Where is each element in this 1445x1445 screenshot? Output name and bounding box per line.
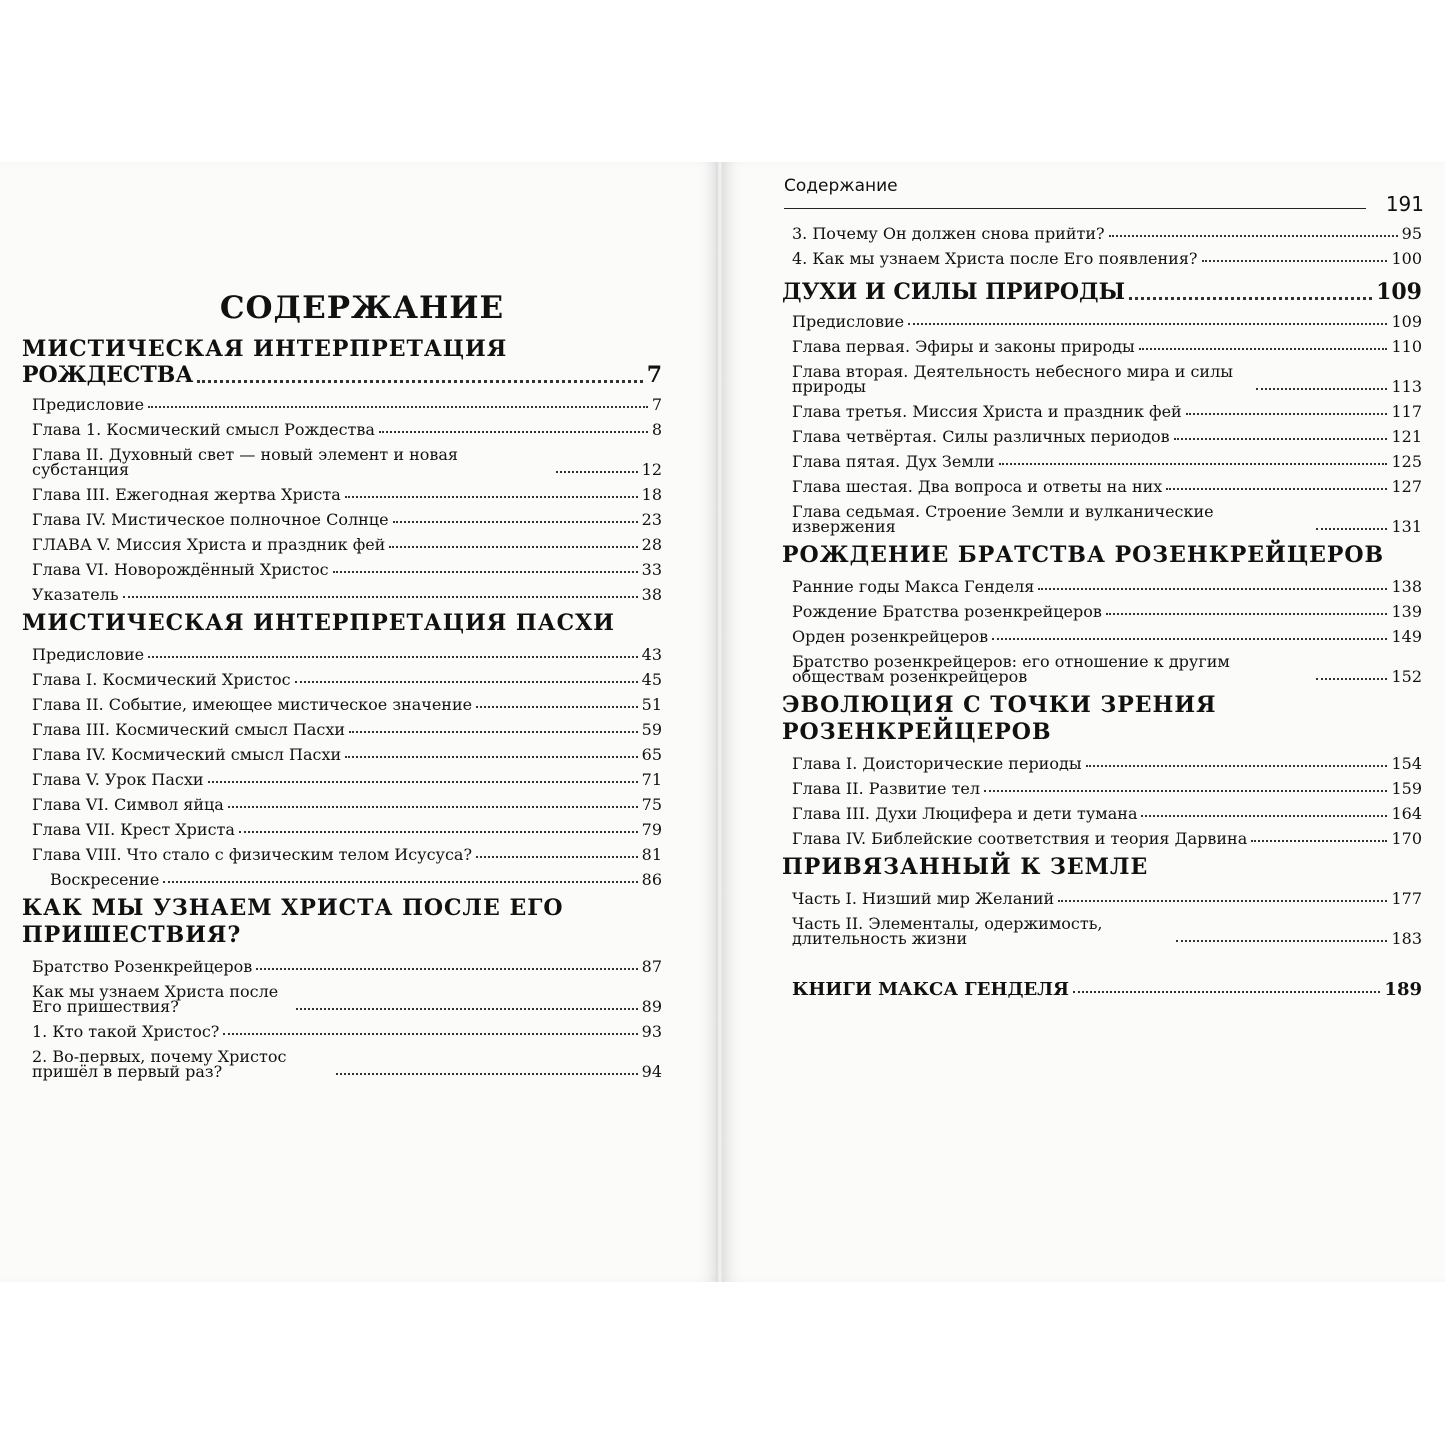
page-number: 43	[641, 645, 662, 664]
toc-entry	[22, 1039, 662, 1079]
toc-entry	[22, 949, 662, 974]
leader-dots	[984, 790, 1387, 792]
leader-dots	[1038, 588, 1387, 590]
leader-dots	[908, 323, 1387, 325]
toc-entry	[782, 469, 1422, 494]
leader-dots	[296, 1008, 638, 1010]
entry-text: Глава I. Доисторические периоды	[792, 754, 1082, 773]
toc-entry	[782, 821, 1422, 846]
entry-text: Глава III. Ежегодная жертва Христа	[32, 485, 341, 504]
toc-entry	[782, 419, 1422, 444]
toc-section-books	[782, 972, 1422, 1000]
page-number: 177	[1391, 889, 1422, 908]
page-number: 109	[1376, 279, 1422, 305]
entry-text: Глава II. Развитие тел	[792, 779, 980, 798]
section-title: ЭВОЛЮЦИЯ С ТОЧКИ ЗРЕНИЯ	[782, 692, 1217, 718]
leader-dots	[1086, 765, 1388, 767]
leader-dots	[476, 856, 638, 858]
toc-entry	[782, 494, 1422, 534]
entry-text: Предисловие	[32, 645, 145, 664]
entry-text: Глава шестая. Два вопроса и ответы на них	[792, 477, 1163, 496]
page-number: 138	[1391, 577, 1422, 596]
leader-dots	[1176, 940, 1387, 942]
section-title: РОЖДЕНИЕ БРАТСТВА РОЗЕНКРЕЙЦЕРОВ	[782, 542, 1385, 568]
entry-text: Глава III. Духи Люцифера и дети тумана	[792, 804, 1138, 823]
leader-dots	[208, 781, 638, 783]
toc-section-earthbound	[782, 854, 1422, 946]
section-title: МИСТИЧЕСКАЯ ИНТЕРПРЕТАЦИЯ ПАСХИ	[22, 610, 615, 636]
page-number: 109	[1391, 312, 1422, 331]
leader-dots	[1316, 528, 1387, 530]
entry-text: Глава VI. Новорождённый Христос	[32, 560, 329, 579]
page-number: 117	[1391, 402, 1422, 421]
leader-dots	[1073, 991, 1380, 993]
section-title-entry	[782, 280, 1422, 304]
toc-entry	[782, 644, 1422, 684]
leader-dots	[1141, 815, 1387, 817]
right-toc	[782, 216, 1422, 1000]
leader-dots	[239, 831, 638, 833]
entry-text: Указатель	[32, 585, 119, 604]
leader-dots	[1139, 348, 1388, 350]
toc-section-christmas	[22, 336, 662, 602]
page-number: 131	[1391, 517, 1422, 536]
leader-dots	[1058, 900, 1387, 902]
leader-dots	[1106, 613, 1388, 615]
leader-dots	[197, 380, 642, 383]
toc-entry	[22, 387, 662, 412]
page-number: 7	[651, 395, 662, 414]
leader-dots	[333, 571, 638, 573]
entry-text: Глава V. Урок Пасхи	[32, 770, 204, 789]
entry-text: Часть II. Элементалы, одержимость, длительность жизни	[792, 914, 1103, 948]
toc-entry	[782, 771, 1422, 796]
toc-entry	[782, 569, 1422, 594]
leader-dots	[556, 471, 638, 473]
entry-text: Глава четвёртая. Силы различных периодов	[792, 427, 1170, 446]
toc-entry	[22, 1014, 662, 1039]
leader-dots	[345, 756, 637, 758]
page-number: 12	[641, 460, 662, 479]
section-title: МИСТИЧЕСКАЯ ИНТЕРПРЕТАЦИЯ	[22, 336, 508, 362]
entry-text: 3. Почему Он должен снова прийти?	[792, 224, 1105, 243]
leader-dots	[295, 681, 638, 683]
page-number: 100	[1391, 249, 1422, 268]
page-number: 75	[641, 795, 662, 814]
toc-entry	[22, 737, 662, 762]
toc-entry	[782, 972, 1422, 1000]
toc-entry	[22, 577, 662, 602]
entry-text: Как мы узнаем Христа после Его пришествия?	[32, 982, 279, 1016]
header-rule	[784, 208, 1366, 209]
toc-entry	[782, 216, 1422, 241]
toc-entry	[22, 437, 662, 477]
page-number: 189	[1384, 979, 1422, 1000]
entry-text: Глава I. Космический Христос	[32, 670, 291, 689]
leader-dots	[379, 431, 648, 433]
leader-dots	[1251, 840, 1387, 842]
toc-entry	[782, 619, 1422, 644]
toc-entry	[22, 787, 662, 812]
page-number: 65	[641, 745, 662, 764]
page-number: 7	[646, 362, 662, 388]
toc-entry	[22, 637, 662, 662]
section-title-line: РОЗЕНКРЕЙЦЕРОВ	[782, 719, 1052, 745]
page-number: 149	[1391, 627, 1422, 646]
leader-dots	[1256, 388, 1387, 390]
running-head-title: Содержание	[784, 176, 898, 196]
entry-text: 1. Кто такой Христос?	[32, 1022, 220, 1041]
toc-entry	[782, 329, 1422, 354]
leader-dots	[992, 638, 1387, 640]
entry-text: Глава III. Космический смысл Пасхи	[32, 720, 346, 739]
section-title: КАК МЫ УЗНАЕМ ХРИСТА ПОСЛЕ ЕГО	[22, 895, 564, 921]
page-number: 89	[641, 997, 662, 1016]
page-number: 79	[641, 820, 662, 839]
toc-entry	[22, 412, 662, 437]
leader-dots	[256, 968, 637, 970]
entry-text: Рождение Братства розенкрейцеров	[792, 602, 1102, 621]
entry-text: Глава VIII. Что стало с физическим телом Исусуса?	[32, 845, 473, 864]
toc-entry	[22, 527, 662, 552]
toc-entry	[22, 837, 662, 862]
leader-dots	[476, 706, 638, 708]
toc-entry	[22, 502, 662, 527]
toc-section-evolution	[782, 692, 1422, 846]
entry-text: Глава II. Духовный свет — новый элемент и новая субстанция	[32, 445, 459, 479]
page-number: 95	[1401, 224, 1422, 243]
page-number: 152	[1391, 667, 1422, 686]
page-number: 113	[1391, 377, 1422, 396]
entry-text: Глава VII. Крест Христа	[32, 820, 235, 839]
toc-entry	[782, 241, 1422, 266]
entry-text: Ранние годы Макса Генделя	[792, 577, 1035, 596]
entry-text: Предисловие	[32, 395, 145, 414]
entry-text: Глава вторая. Деятельность небесного мира и силы природы	[792, 362, 1233, 396]
page-number: 51	[641, 695, 662, 714]
toc-section-rosicrucian-birth	[782, 542, 1422, 684]
toc-entry	[22, 552, 662, 577]
entry-text: Глава 1. Космический смысл Рождества	[32, 420, 375, 439]
leader-dots	[345, 496, 638, 498]
leader-dots	[1174, 438, 1388, 440]
toc-entry	[782, 444, 1422, 469]
page-number: 183	[1391, 929, 1422, 948]
leader-dots	[1186, 413, 1388, 415]
entry-text: Часть I. Низший мир Желаний	[792, 889, 1055, 908]
leader-dots	[163, 881, 637, 883]
page-number: 81	[641, 845, 662, 864]
toc-entry	[782, 354, 1422, 394]
toc-section-nature-spirits	[782, 280, 1422, 534]
entry-text: Глава VI. Символ яйца	[32, 795, 224, 814]
leader-dots	[1166, 488, 1387, 490]
leader-dots	[123, 596, 638, 598]
toc-entry	[782, 906, 1422, 946]
leader-dots	[389, 546, 637, 548]
section-title-entry	[22, 363, 662, 387]
section-title: ПРИВЯЗАННЫЙ К ЗЕМЛЕ	[782, 854, 1149, 880]
leader-dots	[336, 1073, 638, 1075]
page-number: 170	[1391, 829, 1422, 848]
leader-dots	[1202, 260, 1388, 262]
entry-text: ГЛАВА V. Миссия Христа и праздник фей	[32, 535, 386, 554]
toc-section-easter	[22, 610, 662, 887]
page-number: 87	[641, 957, 662, 976]
page-number: 33	[641, 560, 662, 579]
toc-entry	[782, 881, 1422, 906]
toc-entry	[22, 662, 662, 687]
entry-text: Глава IV. Библейские соответствия и теория Дарвина	[792, 829, 1248, 848]
leader-dots	[1129, 297, 1372, 300]
page-number: 38	[641, 585, 662, 604]
page-number: 139	[1391, 602, 1422, 621]
toc-entry	[782, 796, 1422, 821]
toc-entry	[782, 394, 1422, 419]
page-number-header: 191	[1385, 192, 1424, 216]
leader-dots	[999, 463, 1388, 465]
entry-text: Глава II. Событие, имеющее мистическое значение	[32, 695, 473, 714]
toc-entry	[22, 862, 662, 887]
entry-text: 2. Во-первых, почему Христос пришёл в первый раз?	[32, 1047, 287, 1081]
page-number: 125	[1391, 452, 1422, 471]
leader-dots	[228, 806, 638, 808]
page-number: 159	[1391, 779, 1422, 798]
page-number: 121	[1391, 427, 1422, 446]
leader-dots	[1316, 678, 1387, 680]
page-number: 94	[641, 1062, 662, 1081]
toc-entry	[22, 812, 662, 837]
toc-entry	[22, 762, 662, 787]
page-number: 45	[641, 670, 662, 689]
page-number: 164	[1391, 804, 1422, 823]
toc-entry	[22, 712, 662, 737]
page-number: 127	[1391, 477, 1422, 496]
section-title-line: ПРИШЕСТВИЯ?	[22, 922, 242, 948]
leader-dots	[393, 521, 638, 523]
page-number: 93	[641, 1022, 662, 1041]
running-header	[784, 172, 1424, 216]
entry-text: Глава пятая. Дух Земли	[792, 452, 995, 471]
toc-entry	[782, 594, 1422, 619]
left-toc	[22, 290, 662, 1079]
page-title: СОДЕРЖАНИЕ	[219, 290, 505, 326]
leader-dots	[1109, 235, 1398, 237]
section-title-line: РОЖДЕСТВА	[22, 362, 194, 388]
leader-dots	[148, 656, 638, 658]
entry-text: Воскресение	[50, 870, 160, 889]
page-number: 110	[1391, 337, 1422, 356]
page-number: 23	[641, 510, 662, 529]
toc-entry	[782, 746, 1422, 771]
leader-dots	[148, 406, 648, 408]
entry-text: Глава третья. Миссия Христа и праздник фей	[792, 402, 1182, 421]
entry-text: Братство Розенкрейцеров	[32, 957, 253, 976]
entry-text: Орден розенкрейцеров	[792, 627, 989, 646]
entry-text: Глава IV. Космический смысл Пасхи	[32, 745, 342, 764]
toc-entry	[22, 477, 662, 502]
page-number: 28	[641, 535, 662, 554]
section-title: ДУХИ И СИЛЫ ПРИРОДЫ	[782, 279, 1126, 305]
page-number: 18	[641, 485, 662, 504]
page-number: 59	[641, 720, 662, 739]
toc-entry	[22, 974, 662, 1014]
toc-entry	[22, 687, 662, 712]
leader-dots	[223, 1033, 637, 1035]
entry-text: Глава седьмая. Строение Земли и вулканические извержения	[792, 502, 1214, 536]
page-number: 8	[651, 420, 662, 439]
entry-text: Глава первая. Эфиры и законы природы	[792, 337, 1135, 356]
page-number: 154	[1391, 754, 1422, 773]
entry-text: Братство розенкрейцеров: его отношение к другим обществам розенкрейцеров	[792, 652, 1230, 686]
entry-text: КНИГИ МАКСА ГЕНДЕЛЯ	[792, 979, 1069, 1000]
entry-text: Глава IV. Мистическое полночное Солнце	[32, 510, 389, 529]
toc-section-second-coming	[22, 895, 662, 1079]
leader-dots	[349, 731, 638, 733]
toc-entry	[782, 304, 1422, 329]
entry-text: 4. Как мы узнаем Христа после Его появления?	[792, 249, 1198, 268]
entry-text: Предисловие	[792, 312, 905, 331]
page-number: 71	[641, 770, 662, 789]
page-number: 86	[641, 870, 662, 889]
